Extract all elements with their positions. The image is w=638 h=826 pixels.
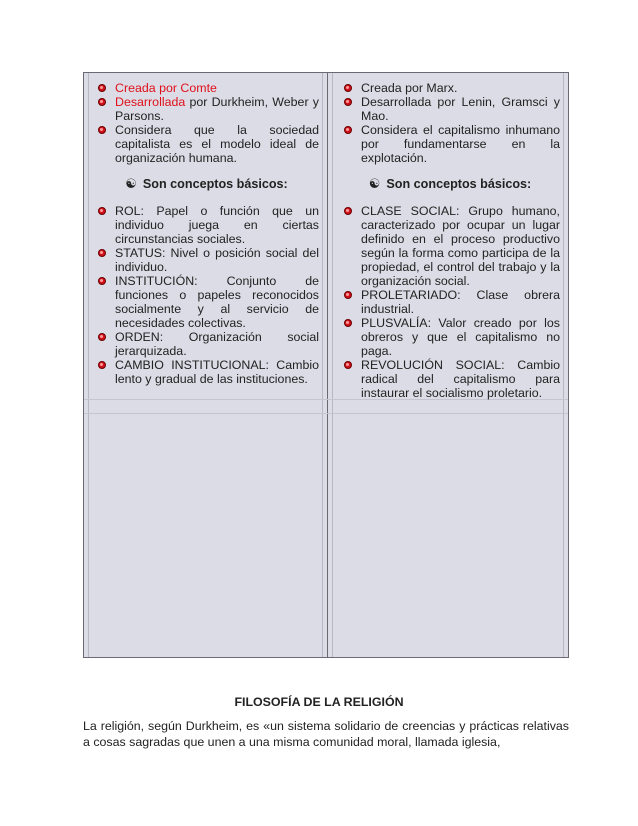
bullet-icon — [344, 98, 352, 106]
list-item-text: INSTITUCIÓN: Conjunto de funciones o papeles reconocidos socialmente y al servicio de necesidades colectivas. — [115, 274, 319, 330]
list-item — [94, 81, 319, 95]
bullet-icon — [344, 207, 352, 215]
list-item — [94, 123, 319, 165]
concepts-heading-text: Son conceptos básicos: — [386, 177, 532, 191]
bullet-icon — [98, 126, 106, 134]
concepts-heading — [94, 177, 319, 191]
bullet-icon — [344, 126, 352, 134]
bullet-icon — [98, 361, 106, 369]
list-item-text: Desarrollada por Lenin, Gramsci y Mao. — [361, 95, 560, 123]
list-item — [340, 316, 560, 358]
list-item-text: PROLETARIADO: Clase obrera industrial. — [361, 288, 560, 316]
intro-list — [94, 81, 319, 165]
list-item-text: Creada por Marx. — [361, 81, 458, 95]
list-item — [94, 95, 319, 123]
list-item — [340, 123, 560, 165]
column-guide-line — [563, 73, 564, 657]
list-item — [94, 330, 319, 358]
list-item-text: ORDEN: Organización social jerarquizada. — [115, 330, 319, 358]
list-item — [340, 81, 560, 95]
column-guide-line — [322, 73, 323, 657]
list-item-text: Considera el capitalismo inhumano por fundamentarse en la explotación. — [361, 123, 560, 165]
developers-text: por Durkheim, Weber y Parsons. — [115, 95, 319, 123]
creator-text: Creada por Comte — [115, 81, 217, 95]
column-guide-line — [332, 73, 333, 657]
list-item-text: PLUSVALÍA: Valor creado por los obreros y que el capitalismo no paga. — [361, 316, 560, 358]
concepts-heading-text: Son conceptos básicos: — [142, 177, 288, 191]
bullet-icon — [344, 84, 352, 92]
section-title: FILOSOFÍA DE LA RELIGIÓN — [234, 695, 404, 709]
column-guide-line — [88, 73, 89, 657]
bullet-icon — [98, 249, 106, 257]
bullet-icon — [98, 333, 106, 341]
row-guide-line — [84, 413, 568, 414]
concepts-heading — [340, 177, 560, 191]
intro-list — [340, 81, 560, 165]
functionalism-column — [94, 81, 319, 386]
body-paragraph: La religión, según Durkheim, es «un sistema solidario de creencias y prácticas relativas a cosas sagradas que unen a una misma comunidad moral, llamada iglesia, — [83, 719, 569, 749]
list-item — [94, 358, 319, 386]
comparison-table — [83, 72, 569, 658]
yin-yang-icon: ☯ — [125, 176, 137, 191]
list-item-text: STATUS: Nivel o posición social del individuo. — [115, 246, 319, 274]
bullet-icon — [98, 84, 106, 92]
bullet-icon — [344, 319, 352, 327]
concepts-list — [340, 204, 560, 400]
list-item — [340, 358, 560, 400]
list-item-text: REVOLUCIÓN SOCIAL: Cambio radical del capitalismo para instaurar el socialismo proletario. — [361, 358, 560, 400]
bullet-icon — [98, 98, 106, 106]
list-item — [340, 95, 560, 123]
bullet-icon — [98, 207, 106, 215]
list-item — [340, 288, 560, 316]
developed-label: Desarrollada — [115, 95, 186, 109]
column-divider — [327, 73, 328, 657]
concepts-list — [94, 204, 319, 386]
list-item-text: CLASE SOCIAL: Grupo humano, caracterizado por ocupar un lugar definido en el proceso productivo según la forma como participa de la propiedad, el control del trabajo y la organización social. — [361, 204, 560, 288]
list-item-text: ROL: Papel o función que un individuo juega en ciertas circunstancias sociales. — [115, 204, 319, 246]
marxism-column — [340, 81, 560, 400]
bullet-icon — [344, 361, 352, 369]
list-item — [94, 274, 319, 330]
list-item-text: Considera que la sociedad capitalista es el modelo ideal de organización humana. — [115, 123, 319, 165]
list-item — [94, 204, 319, 246]
bullet-icon — [344, 291, 352, 299]
list-item — [340, 204, 560, 288]
yin-yang-icon: ☯ — [368, 176, 381, 191]
list-item — [94, 246, 319, 274]
bullet-icon — [98, 277, 106, 285]
list-item-text: CAMBIO INSTITUCIONAL: Cambio lento y gradual de las instituciones. — [115, 358, 319, 386]
